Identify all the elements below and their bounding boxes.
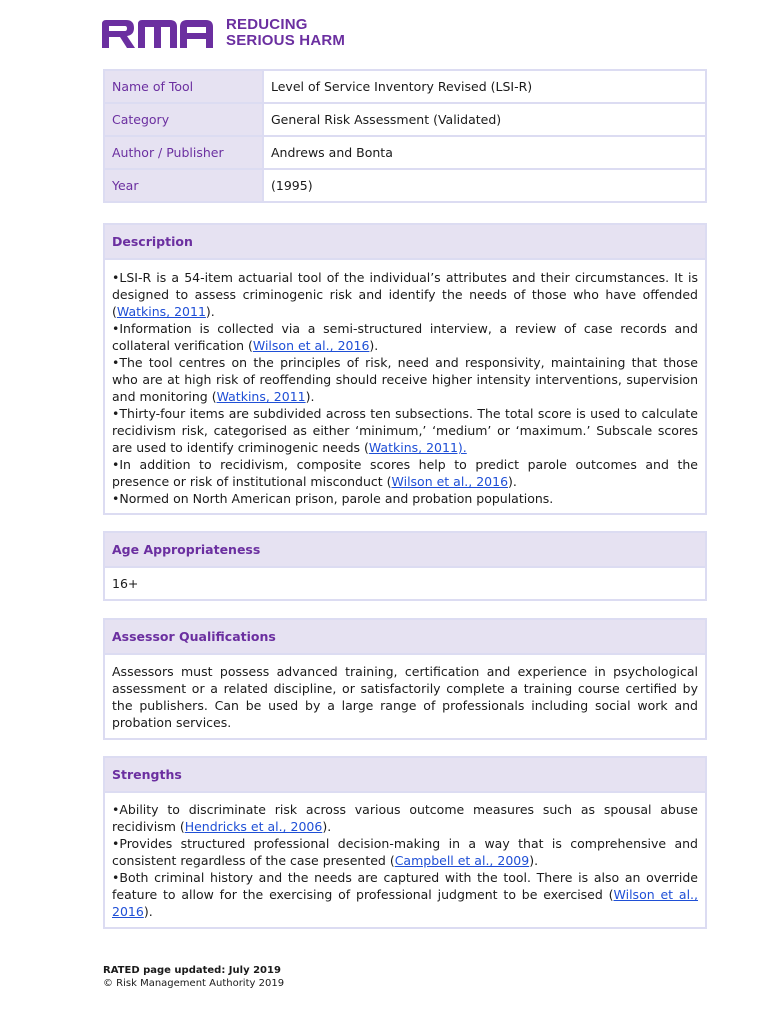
rma-logo-mark <box>100 18 220 48</box>
rma-tagline <box>226 17 345 49</box>
description-heading: Description <box>105 225 705 260</box>
strengths-heading: Strengths <box>105 758 705 793</box>
table-row <box>104 70 706 103</box>
bullet-text: •Normed on North American prison, parole and probation populations. <box>112 491 554 506</box>
table-row <box>104 136 706 169</box>
list-item <box>112 269 698 320</box>
assessor-section <box>103 618 707 740</box>
bullet-after: ). <box>305 389 315 404</box>
name-of-tool-value: Level of Service Inventory Revised (LSI-R) <box>263 70 706 103</box>
bullet-text: •Provides structured professional decision-making in a way that is comprehensive and consistent regardless of the case presented ( <box>112 836 698 868</box>
bullet-after: ). <box>143 904 153 919</box>
age-value: 16+ <box>112 576 139 591</box>
bullet-after: ). <box>322 819 332 834</box>
year-value: (1995) <box>263 169 706 202</box>
strengths-body <box>105 793 705 927</box>
citation-link[interactable]: Watkins, 2011 <box>216 389 306 404</box>
description-section <box>103 223 707 515</box>
rma-letters-graphic <box>100 18 220 48</box>
list-item <box>112 354 698 405</box>
assessor-heading: Assessor Qualifications <box>105 620 705 655</box>
name-of-tool-label: Name of Tool <box>104 70 263 103</box>
page-footer <box>103 964 284 990</box>
list-item <box>112 405 698 456</box>
tool-info-table <box>103 69 707 203</box>
bullet-text: •Both criminal history and the needs are captured with the tool. There is also an override feature to allow for the exercising of professional judgment to be exercised ( <box>112 870 698 902</box>
citation-link[interactable]: Watkins, 2011 <box>116 304 206 319</box>
age-heading: Age Appropriateness <box>105 533 705 568</box>
citation-link[interactable]: Hendricks et al., 2006 <box>184 819 323 834</box>
tagline-line1: REDUCING <box>226 16 308 33</box>
description-body <box>105 260 705 513</box>
tool-info-card <box>103 69 707 203</box>
bullet-after: ). <box>369 338 379 353</box>
list-item <box>112 835 698 869</box>
category-label: Category <box>104 103 263 136</box>
author-publisher-value: Andrews and Bonta <box>263 136 706 169</box>
bullet-after: ). <box>205 304 215 319</box>
bullet-text: •Information is collected via a semi-structured interview, a review of case records and collateral verification ( <box>112 321 698 353</box>
citation-link[interactable]: Wilson et al., 2016 <box>391 474 509 489</box>
tagline-line2: SERIOUS HARM <box>226 32 346 49</box>
copyright-note: © Risk Management Authority 2019 <box>103 978 285 989</box>
year-label: Year <box>104 169 263 202</box>
age-section <box>103 531 707 601</box>
bullet-text: •Thirty-four items are subdivided across ten subsections. The total score is used to calculate recidivism risk, categorised as either ‘minimum,’ ‘medium’ or ‘maximum.’ Subscale scores are used to identify criminogenic needs ( <box>112 406 698 455</box>
list-item <box>112 869 698 920</box>
citation-link[interactable]: Campbell et al., 2009 <box>394 853 530 868</box>
citation-link[interactable]: Wilson et al., 2016 <box>112 887 699 919</box>
category-value: General Risk Assessment (Validated) <box>263 103 706 136</box>
citation-link[interactable]: Watkins, 2011). <box>368 440 467 455</box>
bullet-after: ). <box>508 474 517 489</box>
rma-logo <box>100 16 345 50</box>
bullet-text: •In addition to recidivism, composite scores help to predict parole outcomes and the presence or risk of institutional misconduct ( <box>112 457 698 489</box>
bullet-after: ). <box>529 853 539 868</box>
bullet-text: •The tool centres on the principles of risk, need and responsivity, maintaining that those who are at high risk of reoffending should receive higher intensity interventions, supervision and monitoring ( <box>112 355 698 404</box>
list-item <box>112 490 698 507</box>
strengths-section <box>103 756 707 929</box>
list-item <box>112 456 698 490</box>
assessor-text: Assessors must possess advanced training, certification and experience in psychological assessment or a related discipline, or satisfactorily complete a training course certified by the publishers. Can be used by a large range of professionals including social work and probation services. <box>112 664 698 730</box>
author-publisher-label: Author / Publisher <box>104 136 263 169</box>
bullet-text: •LSI-R is a 54-item actuarial tool of the individual’s attributes and their circumstances. It is designed to assess criminogenic risk and identify the needs of those who have offended ( <box>112 270 698 319</box>
list-item <box>112 320 698 354</box>
citation-link[interactable]: Wilson et al., 2016 <box>252 338 370 353</box>
list-item <box>112 801 698 835</box>
bullet-text: •Ability to discriminate risk across various outcome measures such as spousal abuse recidivism ( <box>112 802 698 834</box>
updated-note: RATED page updated: July 2019 <box>103 965 281 976</box>
table-row <box>104 169 706 202</box>
table-row <box>104 103 706 136</box>
